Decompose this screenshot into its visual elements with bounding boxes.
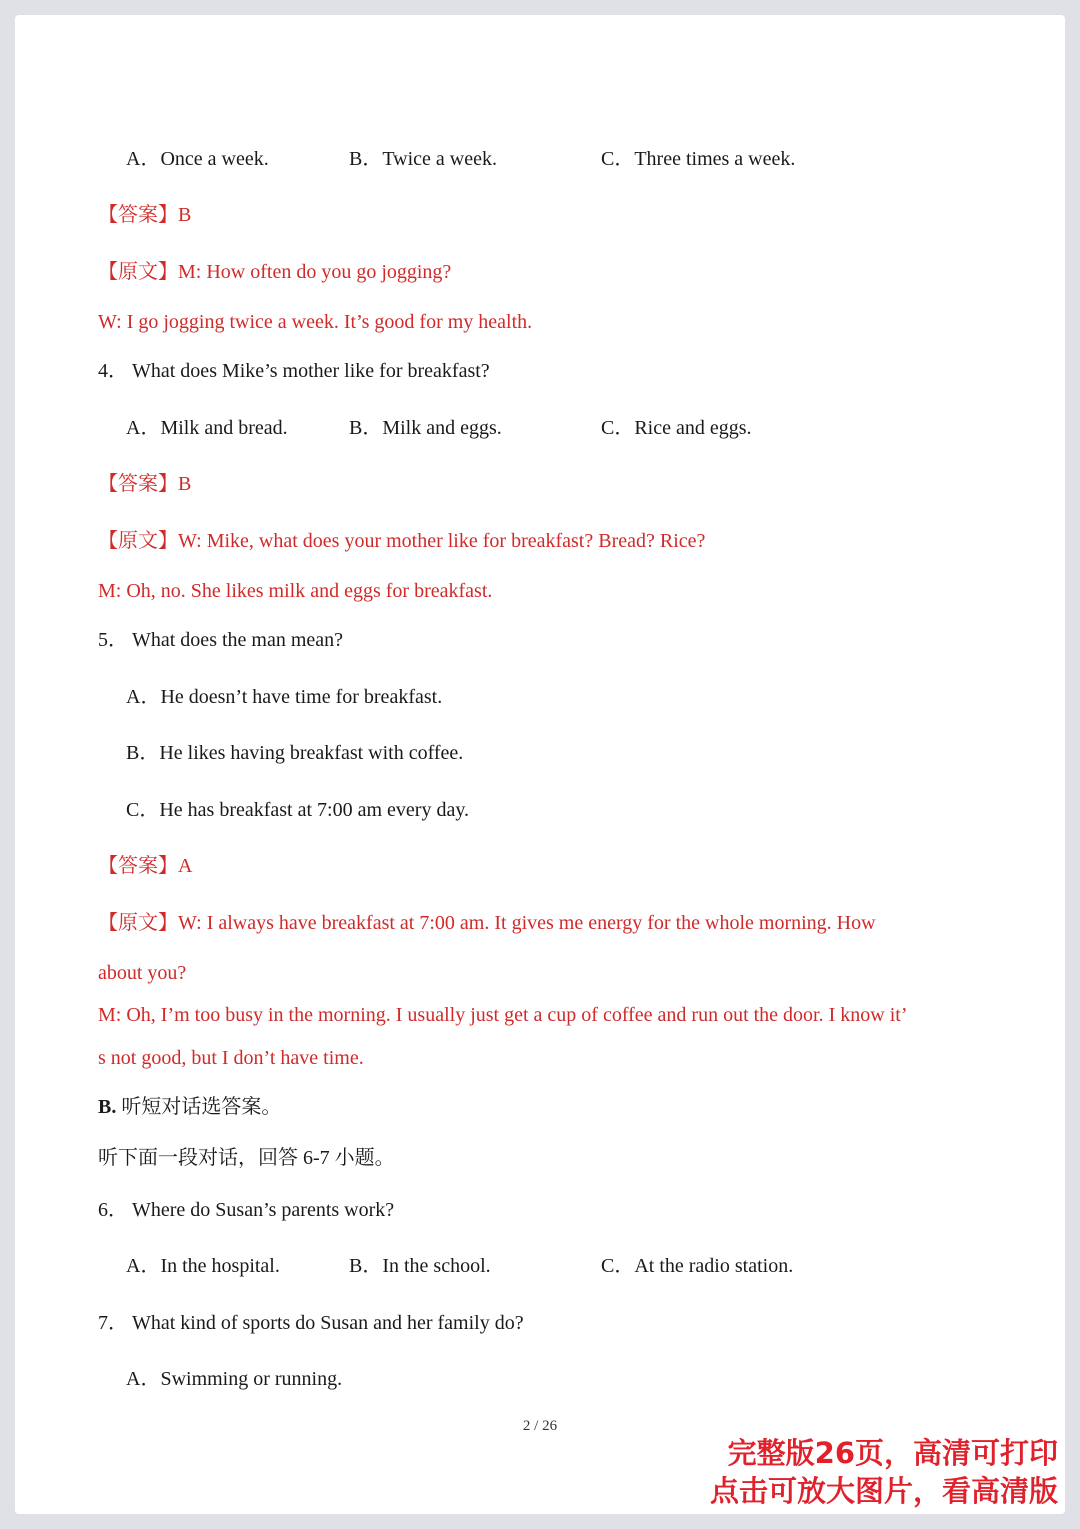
- promo-line-2[interactable]: 点击可放大图片，看高清版: [709, 1474, 1058, 1508]
- q4-option-b: B．Milk and eggs.: [349, 417, 502, 439]
- q6-option-b: B．In the school.: [349, 1255, 491, 1277]
- q4-option-c: C．Rice and eggs.: [601, 417, 752, 439]
- question-text: What does the man mean?: [132, 629, 344, 651]
- q3-option-a: A．Once a week.: [126, 148, 269, 170]
- q3-option-c: C．Three times a week.: [601, 148, 796, 170]
- q4-script-line-2: M: Oh, no. She likes milk and eggs for breakfast.: [98, 580, 493, 602]
- section-instruction: 听下面一段对话，回答 6-7 小题。: [98, 1147, 395, 1169]
- question-6: [98, 1198, 394, 1222]
- q4-answer: 【答案】B: [98, 473, 192, 495]
- question-text: What does Mike’s mother like for breakfast?: [132, 360, 490, 382]
- question-7: [98, 1311, 524, 1335]
- question-number: 7．: [98, 1312, 128, 1334]
- section-b-heading: [98, 1095, 281, 1119]
- q7-option-a: A．Swimming or running.: [126, 1368, 343, 1390]
- q5-script-line-2: about you?: [98, 962, 187, 984]
- q5-option-a: A．He doesn’t have time for breakfast.: [126, 686, 443, 708]
- q5-answer: 【答案】A: [98, 855, 193, 877]
- q3-script-line-1: 【原文】M: How often do you go jogging?: [98, 261, 452, 283]
- q5-script-line-1: 【原文】W: I always have breakfast at 7:00 am. It gives me energy for the whole morning. How: [98, 912, 876, 934]
- q3-answer: 【答案】B: [98, 204, 192, 226]
- q3-option-b: B．Twice a week.: [349, 148, 497, 170]
- page-number: 2 / 26: [522, 1418, 558, 1434]
- question-number: 6．: [98, 1199, 128, 1221]
- q6-option-c: C．At the radio station.: [601, 1255, 794, 1277]
- q3-script-line-2: W: I go jogging twice a week. It’s good for my health.: [98, 311, 533, 333]
- question-number: 4．: [98, 360, 128, 382]
- question-5: [98, 628, 343, 652]
- q4-option-a: A．Milk and bread.: [126, 417, 288, 439]
- q5-option-b: B．He likes having breakfast with coffee.: [126, 742, 464, 764]
- q5-option-c: C．He has breakfast at 7:00 am every day.: [126, 799, 470, 821]
- question-4: [98, 359, 490, 383]
- q6-option-a: A．In the hospital.: [126, 1255, 280, 1277]
- q4-script-line-1: 【原文】W: Mike, what does your mother like for breakfast? Bread? Rice?: [98, 530, 706, 552]
- section-title: 听短对话选答案。: [121, 1096, 282, 1118]
- q5-script-line-4: s not good, but I don’t have time.: [98, 1047, 364, 1069]
- promo-line-1[interactable]: 完整版26页，高清可打印: [727, 1436, 1058, 1470]
- section-label: B.: [98, 1096, 117, 1118]
- q5-script-line-3: M: Oh, I’m too busy in the morning. I usually just get a cup of coffee and run out the door. I know it’: [98, 1004, 908, 1026]
- question-text: Where do Susan’s parents work?: [132, 1199, 395, 1221]
- question-number: 5．: [98, 629, 128, 651]
- question-text: What kind of sports do Susan and her family do?: [132, 1312, 524, 1334]
